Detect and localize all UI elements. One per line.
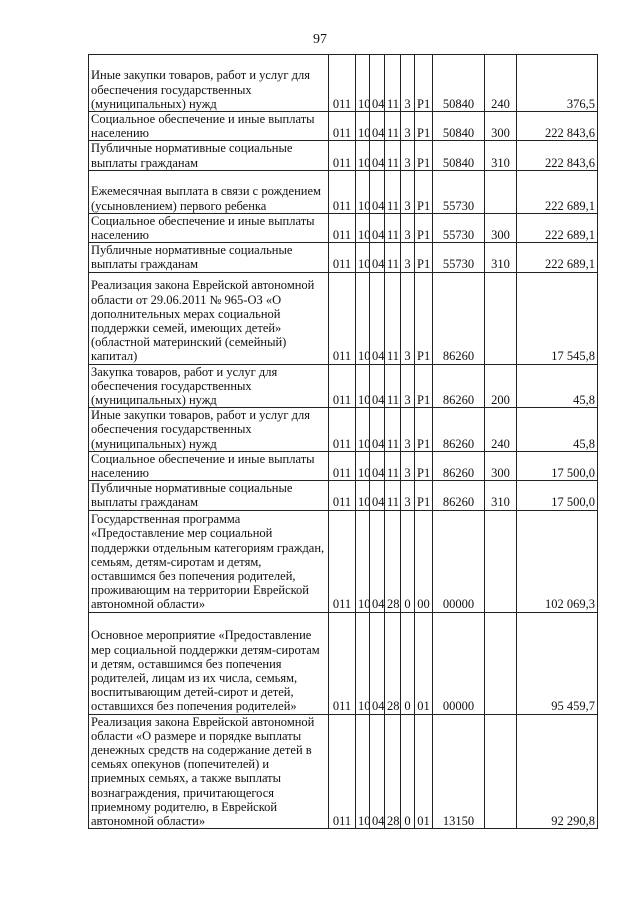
table-row xyxy=(89,243,598,272)
amount: 222 689,1 xyxy=(517,213,598,242)
table-row xyxy=(89,408,598,452)
row-name: Ежемесячная выплата в связи с рождением (усыновлением) первого ребенка xyxy=(89,170,329,213)
program-code: 11 xyxy=(385,55,401,112)
table-row xyxy=(89,451,598,480)
expense-type-code: 300 xyxy=(485,213,517,242)
expense-type-code: 310 xyxy=(485,481,517,510)
amount: 17 545,8 xyxy=(517,272,598,364)
direction-code: P1 xyxy=(415,141,433,170)
row-name: Публичные нормативные социальные выплаты гражданам xyxy=(89,243,329,272)
amount: 95 459,7 xyxy=(517,612,598,714)
subsection-code: 04 xyxy=(370,364,385,408)
row-name: Основное мероприятие «Предоставление мер социальной поддержки детям-сиротам и детям, оставшимся без попечения родителей, лицам из их числа, семьям, воспитывающим детей-сирот и детей, оставшихся без попечения родителей» xyxy=(89,612,329,714)
direction-code: P1 xyxy=(415,364,433,408)
table-row xyxy=(89,141,598,170)
subprogram-code: 3 xyxy=(401,170,415,213)
direction-code: P1 xyxy=(415,451,433,480)
section-code: 10 xyxy=(356,272,370,364)
target-code: 50840 xyxy=(433,112,485,141)
program-code: 11 xyxy=(385,112,401,141)
subsection-code: 04 xyxy=(370,510,385,612)
expense-type-code xyxy=(485,170,517,213)
program-code: 11 xyxy=(385,141,401,170)
target-code: 50840 xyxy=(433,141,485,170)
page-number: 97 xyxy=(313,32,327,47)
section-code: 10 xyxy=(356,112,370,141)
subprogram-code: 0 xyxy=(401,612,415,714)
direction-code: P1 xyxy=(415,243,433,272)
row-name: Реализация закона Еврейской автономной области «О размере и порядке выплаты денежных средств на содержание детей в семьях опекунов (попечителей) и приемных семьях, а также выплаты вознаграждения, причитающегося приемному родителю, в Еврейской автономной области» xyxy=(89,714,329,829)
row-name: Социальное обеспечение и иные выплаты населению xyxy=(89,112,329,141)
ministry-code: 011 xyxy=(329,141,356,170)
target-code: 55730 xyxy=(433,243,485,272)
program-code: 11 xyxy=(385,243,401,272)
target-code: 86260 xyxy=(433,451,485,480)
section-code: 10 xyxy=(356,364,370,408)
section-code: 10 xyxy=(356,481,370,510)
subsection-code: 04 xyxy=(370,170,385,213)
expense-type-code: 310 xyxy=(485,141,517,170)
section-code: 10 xyxy=(356,451,370,480)
subsection-code: 04 xyxy=(370,55,385,112)
row-name: Публичные нормативные социальные выплаты гражданам xyxy=(89,141,329,170)
subsection-code: 04 xyxy=(370,451,385,480)
ministry-code: 011 xyxy=(329,112,356,141)
expense-type-code: 240 xyxy=(485,408,517,452)
amount: 92 290,8 xyxy=(517,714,598,829)
direction-code: P1 xyxy=(415,213,433,242)
expense-type-code xyxy=(485,612,517,714)
budget-table-body xyxy=(89,55,598,829)
subsection-code: 04 xyxy=(370,481,385,510)
expense-type-code: 310 xyxy=(485,243,517,272)
table-row xyxy=(89,112,598,141)
subsection-code: 04 xyxy=(370,112,385,141)
program-code: 28 xyxy=(385,714,401,829)
section-code: 10 xyxy=(356,510,370,612)
ministry-code: 011 xyxy=(329,714,356,829)
row-name: Социальное обеспечение и иные выплаты населению xyxy=(89,213,329,242)
direction-code: P1 xyxy=(415,408,433,452)
program-code: 11 xyxy=(385,408,401,452)
section-code: 10 xyxy=(356,408,370,452)
amount: 45,8 xyxy=(517,408,598,452)
expense-type-code xyxy=(485,510,517,612)
row-name: Публичные нормативные социальные выплаты гражданам xyxy=(89,481,329,510)
table-row xyxy=(89,510,598,612)
target-code: 13150 xyxy=(433,714,485,829)
program-code: 11 xyxy=(385,451,401,480)
subprogram-code: 3 xyxy=(401,243,415,272)
subprogram-code: 3 xyxy=(401,141,415,170)
program-code: 11 xyxy=(385,481,401,510)
row-name: Закупка товаров, работ и услуг для обеспечения государственных (муниципальных) нужд xyxy=(89,364,329,408)
subprogram-code: 3 xyxy=(401,451,415,480)
subprogram-code: 3 xyxy=(401,272,415,364)
target-code: 55730 xyxy=(433,213,485,242)
direction-code: P1 xyxy=(415,272,433,364)
table-row xyxy=(89,612,598,714)
row-name: Государственная программа «Предоставление мер социальной поддержки отдельным категориям граждан, семьям, детям-сиротам и детям, оставшимся без попечения родителей, проживающим на территории Еврейской автономной области» xyxy=(89,510,329,612)
subprogram-code: 0 xyxy=(401,510,415,612)
subsection-code: 04 xyxy=(370,141,385,170)
table-row xyxy=(89,364,598,408)
subprogram-code: 3 xyxy=(401,55,415,112)
expense-type-code: 300 xyxy=(485,451,517,480)
direction-code: P1 xyxy=(415,170,433,213)
section-code: 10 xyxy=(356,141,370,170)
ministry-code: 011 xyxy=(329,55,356,112)
target-code: 55730 xyxy=(433,170,485,213)
ministry-code: 011 xyxy=(329,451,356,480)
amount: 17 500,0 xyxy=(517,451,598,480)
program-code: 11 xyxy=(385,213,401,242)
table-row xyxy=(89,55,598,112)
program-code: 11 xyxy=(385,364,401,408)
subsection-code: 04 xyxy=(370,243,385,272)
subsection-code: 04 xyxy=(370,612,385,714)
subprogram-code: 3 xyxy=(401,481,415,510)
amount: 102 069,3 xyxy=(517,510,598,612)
program-code: 11 xyxy=(385,170,401,213)
section-code: 10 xyxy=(356,213,370,242)
ministry-code: 011 xyxy=(329,213,356,242)
subsection-code: 04 xyxy=(370,213,385,242)
direction-code: 01 xyxy=(415,612,433,714)
amount: 222 689,1 xyxy=(517,243,598,272)
target-code: 86260 xyxy=(433,408,485,452)
ministry-code: 011 xyxy=(329,364,356,408)
amount: 376,5 xyxy=(517,55,598,112)
row-name: Иные закупки товаров, работ и услуг для обеспечения государственных (муниципальных) нужд xyxy=(89,408,329,452)
expense-type-code: 300 xyxy=(485,112,517,141)
subsection-code: 04 xyxy=(370,714,385,829)
subprogram-code: 3 xyxy=(401,364,415,408)
table-row xyxy=(89,213,598,242)
expense-type-code: 240 xyxy=(485,55,517,112)
program-code: 28 xyxy=(385,612,401,714)
direction-code: 01 xyxy=(415,714,433,829)
ministry-code: 011 xyxy=(329,510,356,612)
amount: 17 500,0 xyxy=(517,481,598,510)
table-row xyxy=(89,714,598,829)
ministry-code: 011 xyxy=(329,481,356,510)
program-code: 11 xyxy=(385,272,401,364)
subsection-code: 04 xyxy=(370,272,385,364)
table-row xyxy=(89,481,598,510)
subprogram-code: 3 xyxy=(401,112,415,141)
ministry-code: 011 xyxy=(329,170,356,213)
row-name: Иные закупки товаров, работ и услуг для обеспечения государственных (муниципальных) нужд xyxy=(89,55,329,112)
budget-table xyxy=(88,54,598,829)
direction-code: P1 xyxy=(415,112,433,141)
expense-type-code: 200 xyxy=(485,364,517,408)
ministry-code: 011 xyxy=(329,272,356,364)
target-code: 00000 xyxy=(433,612,485,714)
amount: 222 843,6 xyxy=(517,141,598,170)
section-code: 10 xyxy=(356,714,370,829)
target-code: 00000 xyxy=(433,510,485,612)
section-code: 10 xyxy=(356,612,370,714)
section-code: 10 xyxy=(356,243,370,272)
table-row xyxy=(89,170,598,213)
row-name: Реализация закона Еврейской автономной области от 29.06.2011 № 965-ОЗ «О дополнительных мерах социальной поддержки семей, имеющих детей» (областной материнский (семейный) капитал) xyxy=(89,272,329,364)
expense-type-code xyxy=(485,714,517,829)
ministry-code: 011 xyxy=(329,408,356,452)
target-code: 86260 xyxy=(433,364,485,408)
direction-code: P1 xyxy=(415,481,433,510)
row-name: Социальное обеспечение и иные выплаты населению xyxy=(89,451,329,480)
direction-code: P1 xyxy=(415,55,433,112)
direction-code: 00 xyxy=(415,510,433,612)
target-code: 86260 xyxy=(433,272,485,364)
subprogram-code: 0 xyxy=(401,714,415,829)
section-code: 10 xyxy=(356,55,370,112)
amount: 45,8 xyxy=(517,364,598,408)
section-code: 10 xyxy=(356,170,370,213)
program-code: 28 xyxy=(385,510,401,612)
subsection-code: 04 xyxy=(370,408,385,452)
amount: 222 843,6 xyxy=(517,112,598,141)
table-row xyxy=(89,272,598,364)
target-code: 86260 xyxy=(433,481,485,510)
target-code: 50840 xyxy=(433,55,485,112)
amount: 222 689,1 xyxy=(517,170,598,213)
subprogram-code: 3 xyxy=(401,408,415,452)
ministry-code: 011 xyxy=(329,612,356,714)
ministry-code: 011 xyxy=(329,243,356,272)
subprogram-code: 3 xyxy=(401,213,415,242)
expense-type-code xyxy=(485,272,517,364)
